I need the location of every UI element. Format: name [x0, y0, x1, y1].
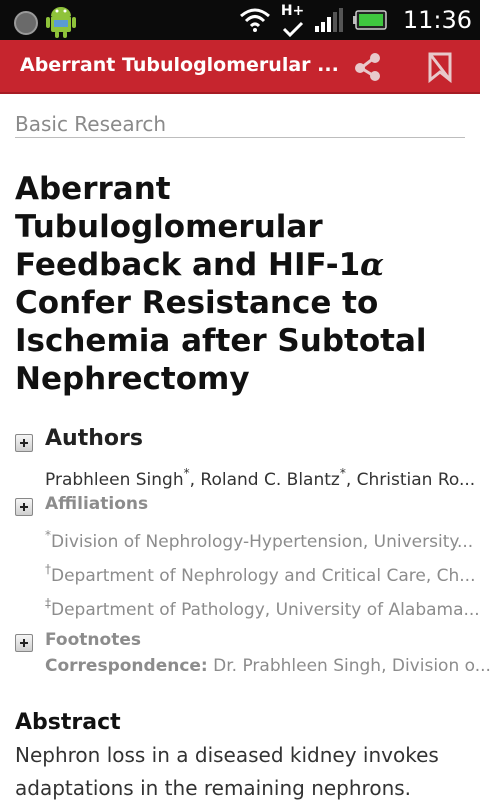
- authors-section-header[interactable]: [15, 426, 465, 456]
- affiliation-item: [45, 562, 476, 586]
- affiliation-text: Department of Pathology, University of Alabama...: [51, 600, 480, 620]
- share-icon: [352, 52, 384, 82]
- article-title: [15, 170, 465, 398]
- bookmark-button[interactable]: [422, 50, 458, 84]
- network-type-label: H+: [280, 3, 305, 19]
- android-icon: [46, 4, 76, 38]
- author-mark: *: [183, 466, 190, 480]
- wifi-icon: [239, 8, 271, 32]
- footnotes-section-header[interactable]: [15, 630, 465, 654]
- action-bar-title: Aberrant Tubuloglomerular ...: [20, 54, 339, 76]
- status-bar: [0, 0, 480, 40]
- correspondence-text: Dr. Prabhleen Singh, Division o...: [207, 656, 491, 676]
- expand-plus-icon[interactable]: [15, 434, 33, 452]
- affiliation-mark: †: [45, 562, 51, 576]
- clock: 11:36: [402, 6, 472, 34]
- action-bar: [0, 40, 480, 94]
- affiliation-item: [45, 596, 480, 620]
- affiliation-mark: ‡: [45, 596, 51, 610]
- correspondence-line: [45, 656, 491, 676]
- article-content[interactable]: [0, 96, 491, 800]
- notification-dot-icon: [14, 11, 38, 35]
- bookmark-icon: [427, 52, 453, 82]
- author-mark: *: [339, 466, 346, 480]
- author-list: [45, 466, 476, 490]
- affiliations-heading: Affiliations: [45, 494, 149, 514]
- affiliations-section-header[interactable]: [15, 494, 465, 518]
- article-section: Basic Research: [15, 112, 465, 138]
- affiliation-item: [45, 528, 474, 552]
- share-button[interactable]: [350, 50, 386, 84]
- article-title-prefix: Aberrant Tubuloglomerular Feedback and HIF-1: [15, 171, 361, 283]
- article-title-alpha: α: [360, 247, 385, 283]
- affiliation-mark: *: [45, 528, 51, 542]
- battery-icon: [353, 10, 387, 30]
- signal-icon: [315, 8, 343, 32]
- hspa-data-icon: [281, 3, 305, 37]
- authors-heading: Authors: [45, 426, 143, 451]
- footnotes-heading: Footnotes: [45, 630, 141, 650]
- author-name: Prabhleen Singh: [45, 470, 184, 490]
- abstract-text: Nephron loss in a diseased kidney invokes adaptations in the remaining nephrons.: [15, 743, 439, 800]
- correspondence-label: Correspondence:: [45, 656, 208, 676]
- affiliation-text: Division of Nephrology-Hypertension, University...: [51, 532, 474, 552]
- expand-plus-icon[interactable]: [15, 498, 33, 516]
- author-name: , Roland C. Blantz: [189, 470, 340, 490]
- abstract-heading: Abstract: [15, 710, 121, 735]
- affiliation-text: Department of Nephrology and Critical Care, Ch...: [51, 566, 476, 586]
- expand-plus-icon[interactable]: [15, 634, 33, 652]
- author-name: , Christian Ro...: [345, 470, 476, 490]
- article-title-suffix: Confer Resistance to Ischemia after Subtotal Nephrectomy: [15, 285, 427, 397]
